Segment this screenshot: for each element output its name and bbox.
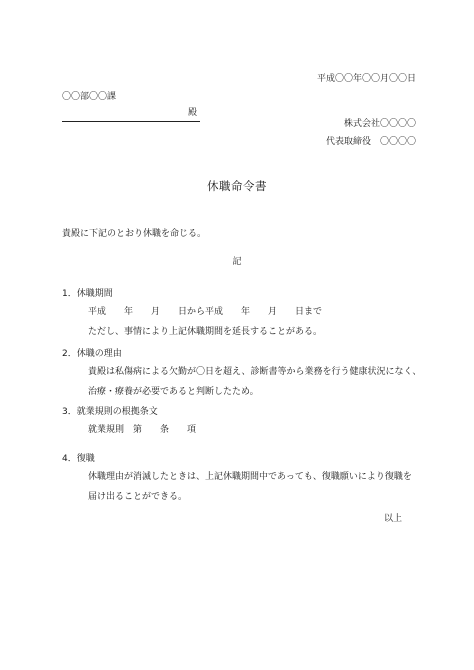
- section-2-heading: 2．休職の理由: [62, 349, 122, 359]
- document-title: 休職命令書: [207, 179, 267, 193]
- section-2-line-1: 貴殿は私傷病による欠勤が〇日を超え、診断書等から業務を行う健康状況になく、: [88, 367, 422, 377]
- intro-text: 貴殿に下記のとおり休職を命じる。: [62, 229, 207, 239]
- recipient-honorific: 殿: [188, 108, 198, 118]
- section-2-body: [88, 362, 421, 402]
- section-3-line-1: 就業規則 第 条 項: [88, 425, 197, 435]
- section-1-body: [88, 302, 322, 342]
- section-1-line-2: ただし、事情により上記休職期間を延長することがある。: [88, 327, 323, 337]
- section-4-body: [88, 467, 412, 507]
- section-3-heading: 3．就業規則の根拠条文: [62, 407, 158, 417]
- section-4-line-2: 届け出ることができる。: [88, 492, 188, 502]
- section-3-body: [88, 420, 196, 440]
- section-1-line-1: 平成 年 月 日から平成 年 月 日まで: [88, 307, 323, 317]
- ki-heading: 記: [232, 257, 242, 267]
- recipient-name-line: [62, 121, 200, 122]
- representative-name: 代表取締役 〇〇〇〇: [325, 137, 416, 147]
- section-1-heading: 1．休職期間: [62, 289, 113, 299]
- section-4-heading: 4．復職: [62, 454, 95, 464]
- section-4-line-1: 休職理由が消滅したときは、上記休職期間中であっても、復職願いにより復職を: [88, 472, 412, 482]
- recipient-department: 〇〇部〇〇課: [62, 92, 117, 102]
- closing-text: 以上: [383, 514, 402, 524]
- company-name: 株式会社〇〇〇〇: [343, 119, 416, 129]
- document-date: 平成〇〇年〇〇月〇〇日: [316, 74, 416, 84]
- section-2-line-2: 治療・療養が必要であると判断したため。: [88, 387, 259, 397]
